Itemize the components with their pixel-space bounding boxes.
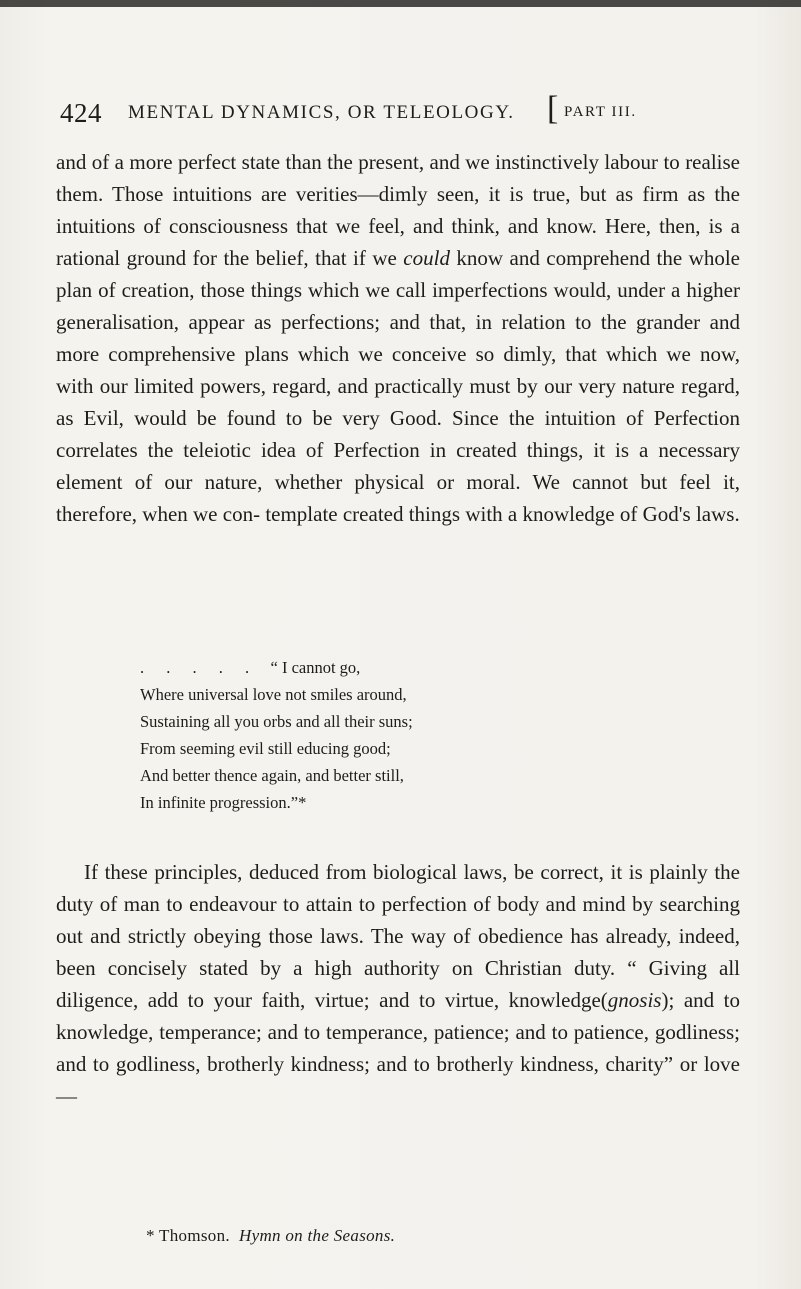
paragraph-1 bbox=[56, 146, 740, 530]
part-bracket: [ bbox=[547, 90, 559, 127]
poem-line-4: From seeming evil still educing good; bbox=[140, 739, 391, 758]
poem-line-1-text: “ I cannot go, bbox=[270, 658, 361, 677]
running-head: MENTAL DYNAMICS, OR TELEOLOGY. bbox=[128, 102, 515, 123]
paragraph-2-emphasis: gnosis bbox=[607, 988, 662, 1012]
poem-line-3: Sustaining all you orbs and all their suns; bbox=[140, 712, 413, 731]
poem-line-1 bbox=[140, 654, 700, 681]
footnote-marker: * Thomson. bbox=[146, 1226, 230, 1245]
paragraph-2-text-b: ); and to knowledge, temperance; and to temperance, patience; and to patience, godliness; and to godliness, brotherly kindness; and to brotherly kindness, charity” or love— bbox=[56, 988, 741, 1108]
page-number: 424 bbox=[60, 98, 102, 128]
poem-line-6: In infinite progression.”* bbox=[140, 793, 307, 812]
part-label: PART III. bbox=[564, 104, 637, 120]
footnote bbox=[146, 1226, 395, 1246]
poem-ellipsis: . . . . . bbox=[140, 658, 259, 677]
poem-quotation bbox=[140, 654, 700, 816]
paragraph-2 bbox=[56, 856, 740, 1112]
paragraph-1-text-b: know and comprehend the whole plan of creation, those things which we call imperfections would, under a higher generalisation, appear as perfections; and that, in relation to the grander and more comprehensive plans which we conceive so dimly, that which we now, with our limited powers, regard, and practically must by our very nature regard, as Evil, would be found to be very Good. Since the intuition of Perfection correlates the teleiotic idea of Perfection in created things, it is a necessary element of our nature, whether physical or moral. We cannot but feel it, therefore, when we con- template created things with a knowledge of God's laws. bbox=[56, 246, 740, 526]
top-edge-rule bbox=[0, 0, 801, 7]
paragraph-1-text-a: and of a more perfect state than the present, and we instinctively labour to realise them. Those intuitions are verities—dimly seen, it is true, but as firm as the intuitions of consciousness that we feel, and think, and know. Here, then, is a rational ground for the belief, that if we bbox=[56, 150, 740, 270]
footnote-title: Hymn on the Seasons. bbox=[239, 1226, 396, 1245]
paragraph-1-emphasis: could bbox=[403, 246, 450, 270]
poem-line-5: And better thence again, and better still, bbox=[140, 766, 404, 785]
paragraph-2-text-a: If these principles, deduced from biological laws, be correct, it is plainly the duty of man to endeavour to attain to perfection of body and mind by searching out and strictly obeying those laws. The way of obedience has already, indeed, been concisely stated by a high authority on Christian duty. “ Giving all diligence, add to your faith, virtue; and to virtue, knowledge( bbox=[56, 860, 740, 1012]
page-header bbox=[60, 90, 740, 136]
poem-line-2: Where universal love not smiles around, bbox=[140, 685, 407, 704]
